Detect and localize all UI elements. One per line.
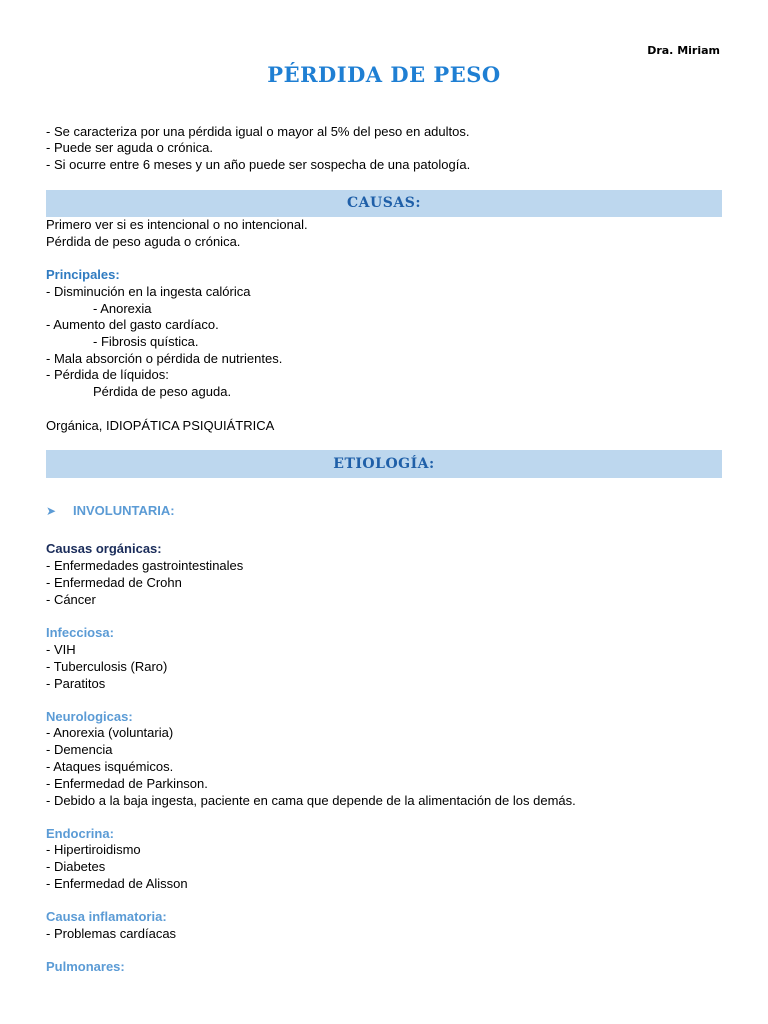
list-item: - Problemas cardíacas (46, 926, 177, 941)
list-item: - Enfermedad de Alisson (46, 876, 188, 891)
list-item: - Anorexia (voluntaria) (46, 725, 174, 740)
causas-line: Primero ver si es intencional o no intencional. (46, 217, 308, 232)
section-heading-causas: CAUSAS: (347, 195, 421, 211)
list-item: - Paratitos (46, 676, 106, 691)
subheading-causa-inflamatoria: Causa inflamatoria: (46, 909, 167, 924)
list-item: - Debido a la baja ingesta, paciente en cama que depende de la alimentación de los demás. (46, 793, 576, 808)
subheading-infecciosa: Infecciosa: (46, 625, 114, 640)
list-item: - Cáncer (46, 592, 96, 607)
section-heading-etiologia: ETIOLOGÍA: (333, 456, 435, 472)
section-band-causas (46, 190, 722, 217)
list-item: - Diabetes (46, 859, 106, 874)
list-item: - Demencia (46, 742, 113, 757)
list-item: - Hipertiroidismo (46, 842, 141, 857)
subheading-pulmonares: Pulmonares: (46, 959, 125, 974)
section-band-etiologia (46, 450, 722, 478)
subheading-causas-organicas: Causas orgánicas: (46, 541, 162, 556)
arrow-bullet-icon: ➤ (46, 504, 57, 518)
author-name: Dra. Miriam (647, 44, 720, 57)
page-title: PÉRDIDA DE PESO (267, 62, 501, 87)
list-item: Pérdida de peso aguda. (93, 384, 232, 399)
intro-line: - Se caracteriza por una pérdida igual o mayor al 5% del peso en adultos. (46, 124, 470, 139)
list-item: - Tuberculosis (Raro) (46, 659, 168, 674)
subheading-principales: Principales: (46, 267, 120, 282)
list-item: - Enfermedades gastrointestinales (46, 558, 244, 573)
list-item: - Enfermedad de Crohn (46, 575, 182, 590)
list-item: - Anorexia (93, 301, 152, 316)
causas-note: Orgánica, IDIOPÁTICA PSIQUIÁTRICA (46, 418, 275, 433)
list-item: - Ataques isquémicos. (46, 759, 174, 774)
subheading-endocrina: Endocrina: (46, 826, 114, 841)
list-item: - Disminución en la ingesta calórica (46, 284, 251, 299)
intro-line: - Si ocurre entre 6 meses y un año puede ser sospecha de una patología. (46, 157, 471, 172)
subheading-neurologicas: Neurologicas: (46, 709, 133, 724)
list-item: - VIH (46, 642, 76, 657)
bullet-label: INVOLUNTARIA: (73, 503, 175, 518)
list-item: - Pérdida de líquidos: (46, 367, 169, 382)
list-item: - Fibrosis quística. (93, 334, 199, 349)
list-item: - Aumento del gasto cardíaco. (46, 317, 219, 332)
intro-line: - Puede ser aguda o crónica. (46, 140, 213, 155)
list-item: - Enfermedad de Parkinson. (46, 776, 208, 791)
list-item: - Mala absorción o pérdida de nutrientes. (46, 351, 283, 366)
causas-line: Pérdida de peso aguda o crónica. (46, 234, 241, 249)
